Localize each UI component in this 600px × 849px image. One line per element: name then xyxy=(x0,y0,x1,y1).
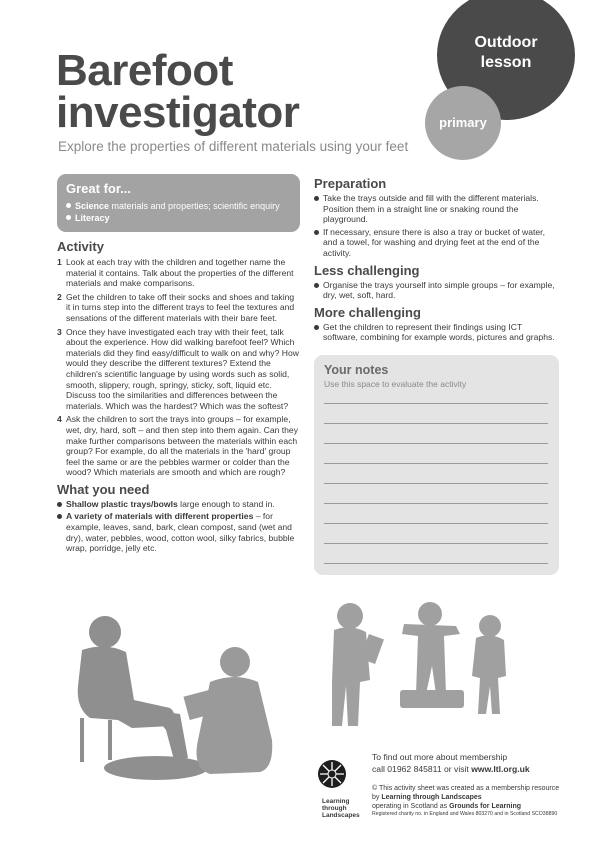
great-for-item xyxy=(66,213,110,223)
notes-line[interactable] xyxy=(324,543,548,544)
bullet-icon xyxy=(314,196,319,201)
kneeling-child-silhouette xyxy=(183,647,272,774)
bullet-icon xyxy=(57,502,62,507)
notes-line[interactable] xyxy=(324,523,548,524)
step-number: 3 xyxy=(57,326,62,337)
need-item-rest: large enough to stand in. xyxy=(177,498,275,509)
great-for-item-bold: Science xyxy=(75,201,110,211)
step-text: Once they have investigated each tray with their feet, talk about the experience. How did walking barefoot feel? Which materials did they find easy/difficult to walk on and why? How would they describe the different textures? Extend the children's scientific language by using words such as solid, smooth, slippery, rough, springy, sticky, soft, liquid etc. Discuss too the similarities and differences between the materials. Which was the hardest? Which was the softest? xyxy=(66,326,299,411)
what-you-need-list xyxy=(57,499,300,554)
step-number: 4 xyxy=(57,414,62,425)
logo-caption-line: Learning xyxy=(322,798,350,805)
scotland-text: operating in Scotland as xyxy=(372,803,450,810)
less-challenging-item-text: Organise the trays yourself into simple groups – for example, dry, wet, soft, hard. xyxy=(323,279,555,301)
badge-line-1: Outdoor xyxy=(474,34,538,51)
need-item-bold: Shallow plastic trays/bowls xyxy=(66,498,178,509)
need-item xyxy=(57,511,300,553)
membership-line-2 xyxy=(372,764,530,774)
preparation-item-text: Take the trays outside and fill with the different materials. Position them in a straight line or snaking round the playground. xyxy=(323,193,539,225)
more-challenging-list xyxy=(314,322,559,343)
preparation-item xyxy=(314,227,559,259)
activity-step xyxy=(57,257,300,289)
logo-caption-line: Landscapes xyxy=(322,812,360,819)
notes-subheading: Use this space to evaluate the activity xyxy=(324,379,467,389)
preparation-list xyxy=(314,193,559,259)
preparation-item-text: If necessary, ensure there is also a tray or bucket of water, and a towel, for washing and drying feet at the end of the activity. xyxy=(323,226,545,258)
more-challenging-heading: More challenging xyxy=(314,304,421,320)
step-text: Look at each tray with the children and together name the material it contains. Talk about the properties of the different materials and make comparisons. xyxy=(66,257,294,289)
page-subtitle: Explore the properties of different materials using your feet xyxy=(58,139,409,154)
notes-line[interactable] xyxy=(324,423,548,424)
step-text: Ask the children to sort the trays into groups – for example, wet, dry, hard, soft – and then step into them again. Can they make further comparisons between the materials within each group? For example, do all the materials in the 'hard' group feel the same or are the pebbles warmer or colder than the wood? Which materials are smooth and which are rough? xyxy=(66,414,299,478)
great-for-heading: Great for... xyxy=(66,181,132,196)
activity-steps xyxy=(57,257,300,478)
less-challenging-heading: Less challenging xyxy=(314,262,420,278)
preparation-heading: Preparation xyxy=(314,176,387,191)
less-challenging-item xyxy=(314,280,559,301)
need-item xyxy=(57,499,300,510)
activity-heading: Activity xyxy=(57,239,104,254)
activity-step xyxy=(57,292,300,324)
notes-line[interactable] xyxy=(324,483,548,484)
what-you-need-heading: What you need xyxy=(57,481,150,497)
notes-box xyxy=(314,355,559,575)
more-challenging-item-text: Get the children to represent their findings using ICT software, combining for example words, pictures and graphs. xyxy=(323,321,555,343)
copyright-block xyxy=(372,784,562,818)
great-for-item-bold: Literacy xyxy=(75,213,110,223)
title-line-1: Barefoot xyxy=(56,46,233,95)
notes-line[interactable] xyxy=(324,463,548,464)
standing-children-silhouettes xyxy=(332,602,506,726)
logo-caption xyxy=(322,798,360,819)
right-column xyxy=(314,176,559,345)
preparation-item xyxy=(314,193,559,225)
bullet-icon xyxy=(314,283,319,288)
more-challenging-item xyxy=(314,322,559,343)
bullet-icon xyxy=(66,215,71,220)
learning-through-landscapes-logo-icon xyxy=(312,752,352,796)
copyright-line xyxy=(372,784,562,802)
left-column xyxy=(57,239,300,556)
org-name: Learning through Landscapes xyxy=(381,794,482,801)
bullet-icon xyxy=(66,203,71,208)
page-title xyxy=(56,46,300,137)
membership-line-1: To find out more about membership xyxy=(372,752,508,762)
need-item-rest: – for example, leaves, sand, bark, clean compost, sand (wet and dry), water, pebbles, wood, cotton wool, silky fabrics, bubble wrap, porridge, jelly etc. xyxy=(66,511,295,554)
copyright-text: © This activity sheet was created as a membership resource by xyxy=(372,785,560,801)
notes-line[interactable] xyxy=(324,403,548,404)
logo-caption-line: through xyxy=(322,805,347,812)
less-challenging-list xyxy=(314,280,559,301)
title-line-2: investigator xyxy=(56,88,300,137)
bullet-icon xyxy=(57,514,62,519)
scotland-line xyxy=(372,802,562,811)
charity-number: Registered charity no. in England and Wales 803270 and in Scotland SCO38890 xyxy=(372,811,558,817)
notes-line[interactable] xyxy=(324,563,548,564)
activity-step xyxy=(57,327,300,412)
great-for-box xyxy=(57,174,300,232)
bullet-icon xyxy=(314,325,319,330)
step-number: 2 xyxy=(57,291,62,302)
badge-line-2: lesson xyxy=(480,54,532,71)
great-for-item xyxy=(66,201,280,211)
membership-link[interactable]: www.ltl.org.uk xyxy=(471,764,530,774)
step-number: 1 xyxy=(57,257,62,267)
notes-heading: Your notes xyxy=(324,363,389,377)
step-text: Get the children to take off their socks and shoes and taking it in turns step into the different trays to feel the textures and sensations of the different materials with their bare feet. xyxy=(66,291,295,323)
scotland-org-name: Grounds for Learning xyxy=(449,803,522,810)
primary-badge: primary xyxy=(425,86,501,160)
great-for-item-rest: materials and properties; scientific enquiry xyxy=(109,201,280,211)
membership-call-text: call 01962 845811 or visit xyxy=(372,764,472,774)
bullet-icon xyxy=(314,230,319,235)
need-item-bold: A variety of materials with different properties xyxy=(66,511,254,522)
notes-line[interactable] xyxy=(324,443,548,444)
activity-step xyxy=(57,414,300,478)
notes-line[interactable] xyxy=(324,503,548,504)
